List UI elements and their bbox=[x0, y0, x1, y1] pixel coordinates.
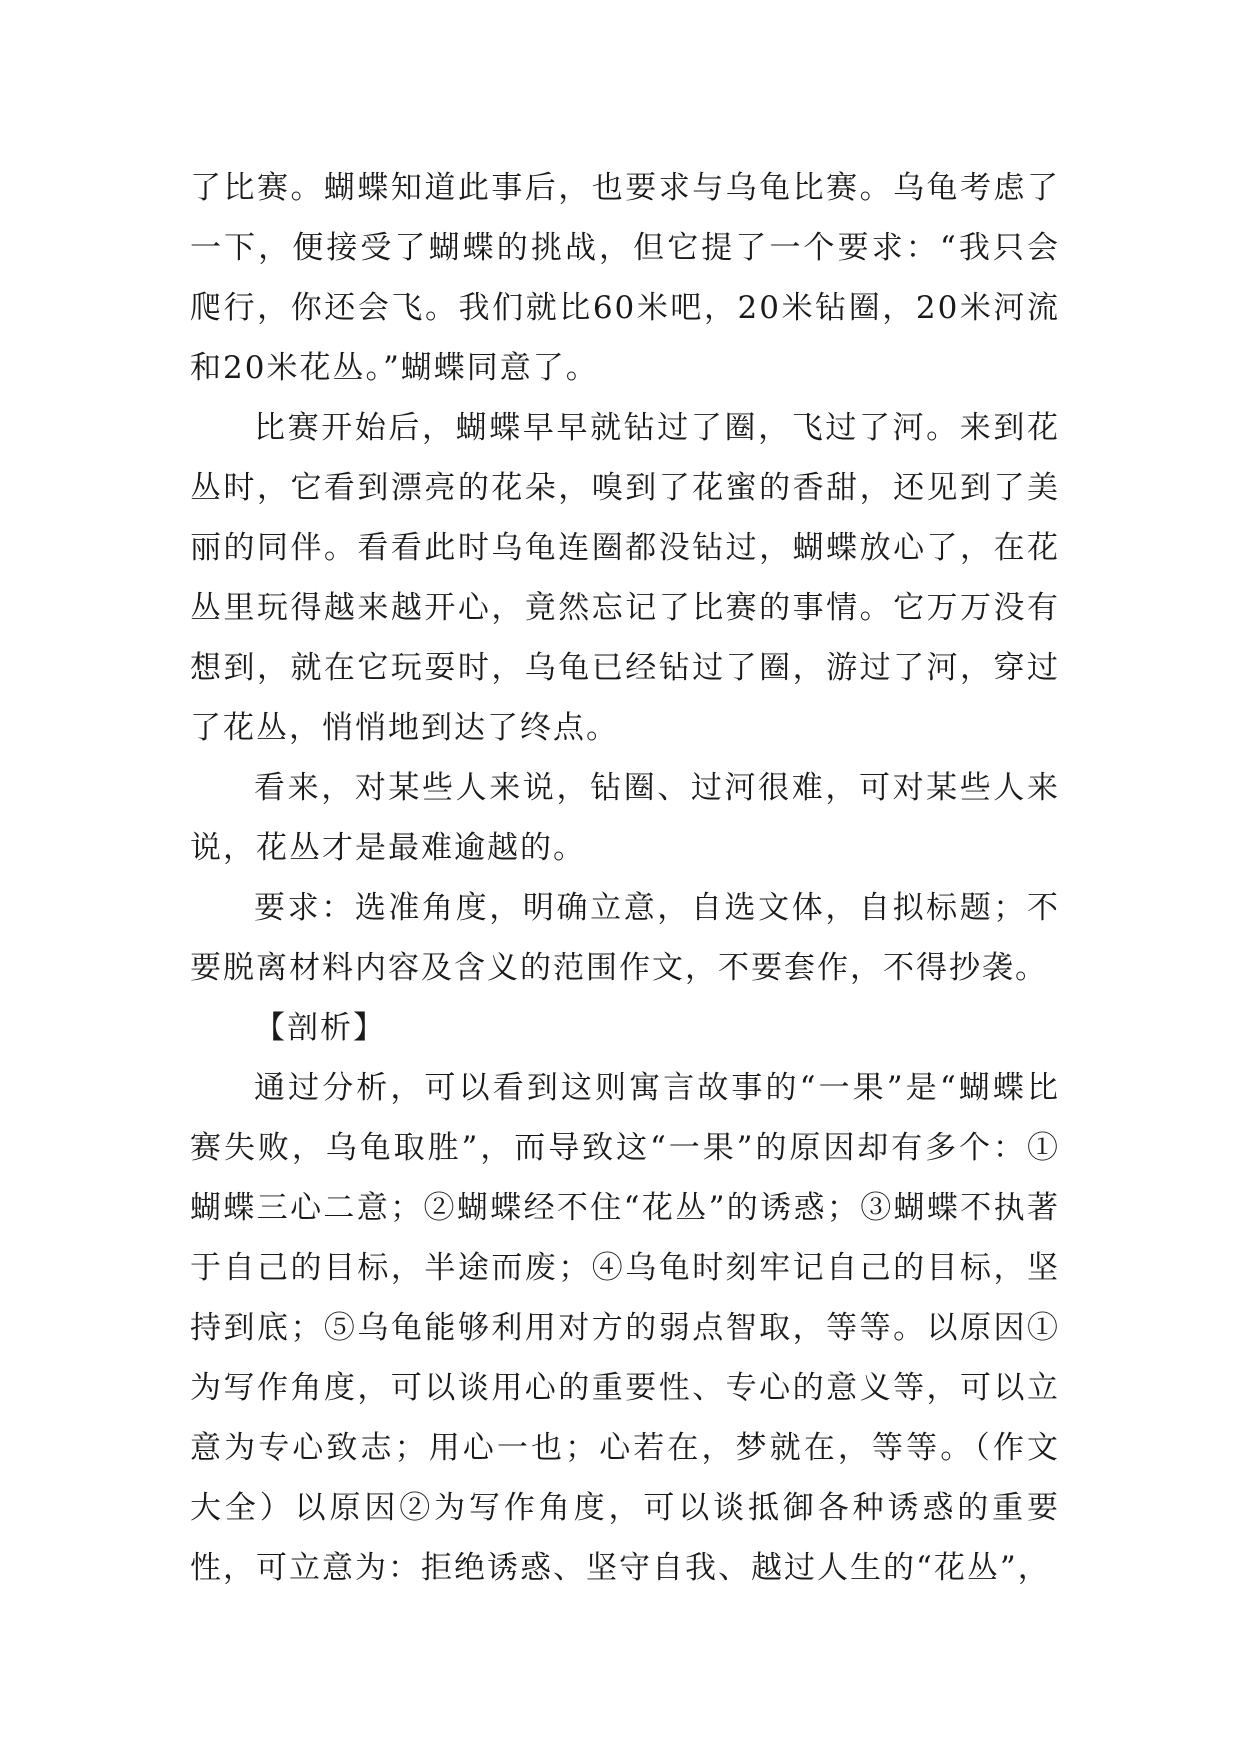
paragraph-moral: 看来，对某些人来说，钻圈、过河很难，可对某些人来说，花丛才是最难逾越的。 bbox=[190, 770, 1060, 866]
paragraph-race: 比赛开始后，蝴蝶早早就钻过了圈，飞过了河。来到花丛时，它看到漂亮的花朵，嗅到了花蜜的香甜，还见到了美丽的同伴。看看此时乌龟连圈都没钻过，蝴蝶放心了，在花丛里玩得越来越开心，竟然忘记了比赛的事情。它万万没有想到，就在它玩耍时，乌龟已经钻过了圈，游过了河，穿过了花丛，悄悄地到达了终点。 bbox=[190, 410, 1060, 746]
paragraph-requirements: 要求：选准角度，明确立意，自选文体，自拟标题；不要脱离材料内容及含义的范围作文，不要套作，不得抄袭。 bbox=[190, 890, 1060, 986]
paragraph-story-continued: 了比赛。蝴蝶知道此事后，也要求与乌龟比赛。乌龟考虑了一下，便接受了蝴蝶的挑战，但它提了一个要求：“我只会爬行，你还会飞。我们就比60米吧，20米钻圈，20米河流和20米花丛。”蝴蝶同意了。 bbox=[190, 170, 1060, 386]
analysis-heading: 【剖析】 bbox=[254, 1010, 386, 1046]
paragraph-analysis: 通过分析，可以看到这则寓言故事的“一果”是“蝴蝶比赛失败，乌龟取胜”，而导致这“一果”的原因却有多个：①蝴蝶三心二意；②蝴蝶经不住“花丛”的诱惑；③蝴蝶不执著于自己的目标，半途而废；④乌龟时刻牢记自己的目标，坚持到底；⑤乌龟能够利用对方的弱点智取，等等。以原因①为写作角度，可以谈用心的重要性、专心的意义等，可以立意为专心致志；用心一也；心若在，梦就在，等等。（作文大全）以原因②为写作角度，可以谈抵御各种诱惑的重要性，可立意为：拒绝诱惑、坚守自我、越过人生的“花丛”， bbox=[190, 1070, 1060, 1586]
body-text bbox=[190, 158, 1060, 1598]
